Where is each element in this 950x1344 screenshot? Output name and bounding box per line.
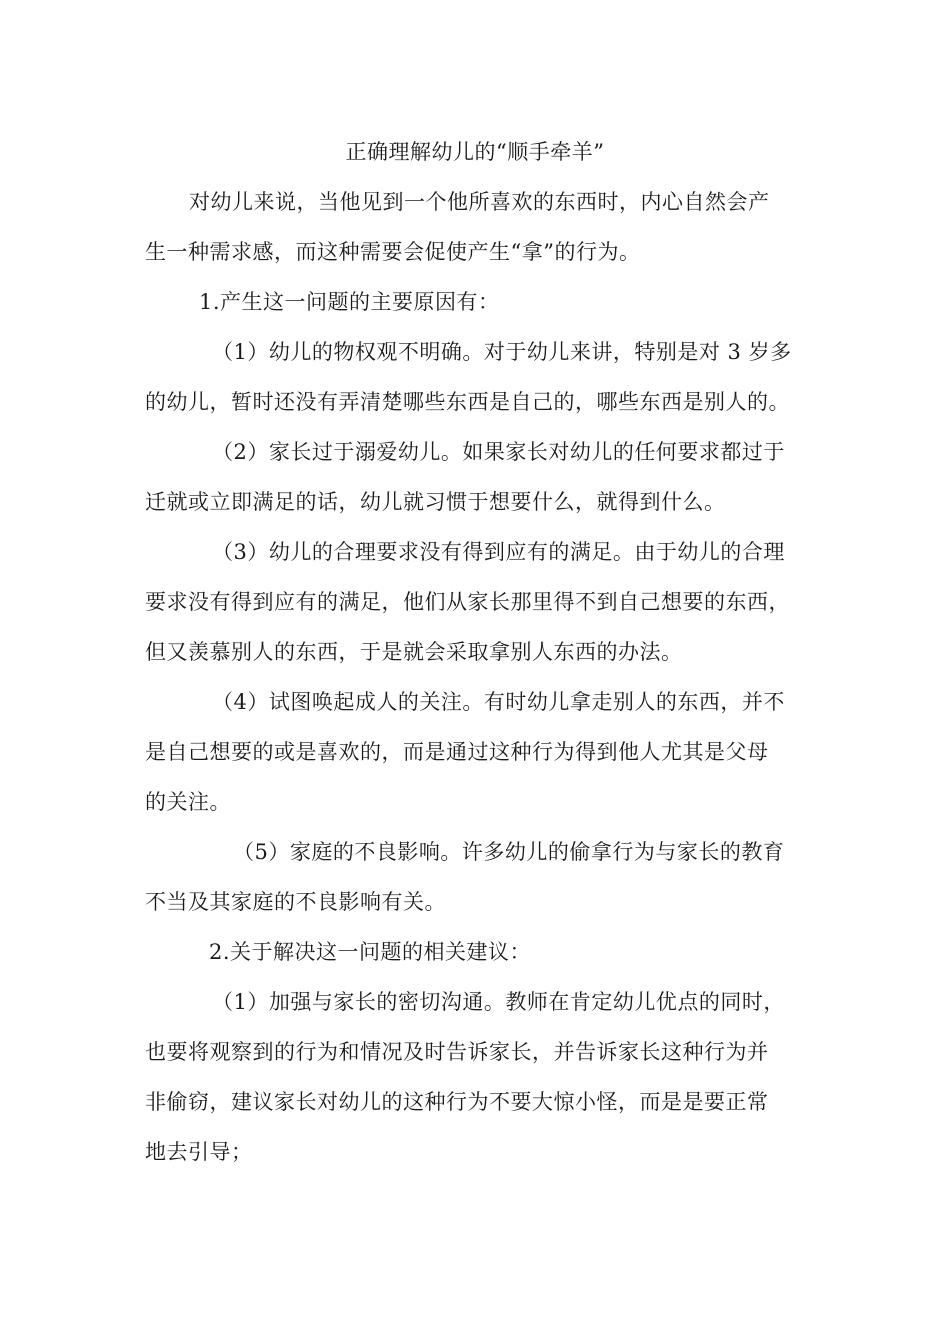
paragraph-line: （2）家长过于溺爱幼儿。如果家长对幼儿的任何要求都过于: [212, 440, 785, 464]
paragraph-line: 地去引导；: [145, 1140, 253, 1164]
document-title: 正确理解幼儿的“顺手牵羊”: [345, 140, 605, 164]
paragraph-line: 的关注。: [145, 790, 231, 814]
paragraph-line: 生一种需求感，而这种需要会促使产生“拿”的行为。: [145, 240, 641, 264]
paragraph-line: 对幼儿来说，当他见到一个他所喜欢的东西时，内心自然会产: [189, 190, 770, 214]
paragraph-line: 非偷窃，建议家长对幼儿的这种行为不要大惊小怪，而是是要正常: [145, 1090, 769, 1114]
paragraph-line: （4）试图唤起成人的关注。有时幼儿拿走别人的东西，并不: [212, 690, 785, 714]
paragraph-line: 也要将观察到的行为和情况及时告诉家长，并告诉家长这种行为并: [145, 1040, 769, 1064]
section-heading: 1.产生这一问题的主要原因有：: [199, 290, 500, 314]
paragraph-line: （5）家庭的不良影响。许多幼儿的偷拿行为与家长的教育: [233, 840, 785, 864]
paragraph-line: 迁就或立即满足的话，幼儿就习惯于想要什么，就得到什么。: [145, 490, 726, 514]
paragraph-line: 是自己想要的或是喜欢的，而是通过这种行为得到他人尤其是父母: [145, 740, 769, 764]
paragraph-line: （1）幼儿的物权观不明确。对于幼儿来讲，特别是对 3 岁多: [212, 340, 792, 364]
paragraph-line: 但又羡慕别人的东西，于是就会采取拿别人东西的办法。: [145, 640, 683, 664]
paragraph-line: 的幼儿，暂时还没有弄清楚哪些东西是自己的，哪些东西是别人的。: [145, 390, 790, 414]
section-heading: 2.关于解决这一问题的相关建议：: [209, 940, 532, 964]
paragraph-line: 要求没有得到应有的满足，他们从家长那里得不到自己想要的东西，: [145, 590, 790, 614]
paragraph-line: （3）幼儿的合理要求没有得到应有的满足。由于幼儿的合理: [212, 540, 785, 564]
paragraph-line: （1）加强与家长的密切沟通。教师在肯定幼儿优点的同时，: [212, 990, 785, 1014]
paragraph-line: 不当及其家庭的不良影响有关。: [145, 890, 446, 914]
